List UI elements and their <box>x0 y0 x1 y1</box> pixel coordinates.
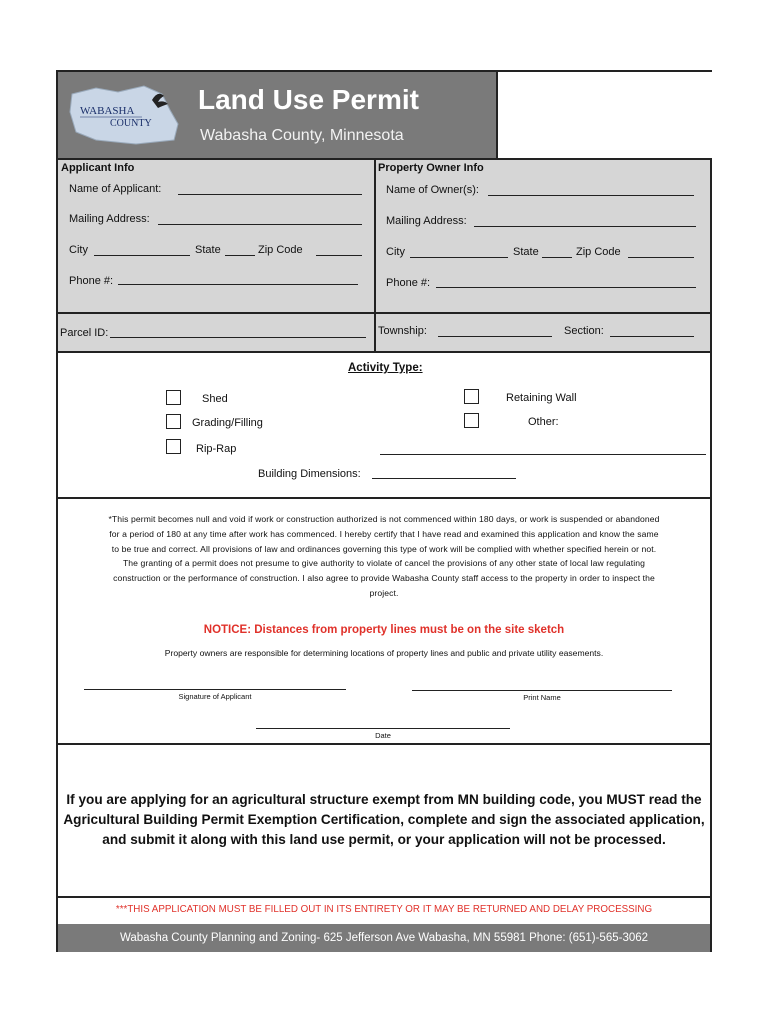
applicant-mailing-label: Mailing Address: <box>69 213 150 225</box>
township-label: Township: <box>378 325 427 337</box>
disclaimer-text <box>62 484 706 601</box>
applicant-name-label: Name of Applicant: <box>69 183 162 195</box>
owner-phone-field[interactable] <box>436 287 696 288</box>
building-dimensions-field[interactable] <box>372 478 516 479</box>
applicant-city-label: City <box>69 244 88 256</box>
other-label: Other: <box>528 416 559 428</box>
footer-contact: Wabasha County Planning and Zoning- 625 Jefferson Ave Wabasha, MN 55981 Phone: (651)-565-3062 <box>58 924 710 952</box>
parcel-id-label: Parcel ID: <box>60 327 109 339</box>
owner-zip-label: Zip Code <box>576 246 621 258</box>
header-banner <box>58 72 496 158</box>
date-field[interactable] <box>256 728 510 729</box>
owner-mailing-label: Mailing Address: <box>386 215 467 227</box>
divider <box>58 896 710 898</box>
applicant-city-field[interactable] <box>94 255 190 256</box>
site-sketch-notice: NOTICE: Distances from property lines must be on the site sketch <box>203 624 565 636</box>
agricultural-exemption-notice <box>58 790 710 850</box>
owner-name-field[interactable] <box>488 195 694 196</box>
applicant-zip-field[interactable] <box>316 255 362 256</box>
page-title: Land Use Permit <box>198 84 419 115</box>
applicant-name-field[interactable] <box>178 194 362 195</box>
date-caption: Date <box>375 731 391 740</box>
applicant-section-label: Applicant Info <box>61 162 135 174</box>
activity-type-title: Activity Type: <box>348 362 423 374</box>
owner-phone-label: Phone #: <box>386 277 431 289</box>
grading-label: Grading/Filling <box>192 417 263 429</box>
section-field[interactable] <box>610 336 694 337</box>
grading-checkbox[interactable] <box>166 414 181 429</box>
page-subtitle: Wabasha County, Minnesota <box>200 127 404 144</box>
disclaimer-line: *This permit becomes null and void if work or construction authorized is not commenced within 180 days, or work is suspended or abandoned <box>108 514 660 524</box>
owner-section-label: Property Owner Info <box>378 162 484 174</box>
applicant-state-label: State <box>195 244 221 256</box>
office-use-box <box>496 72 714 158</box>
owner-section <box>376 160 710 312</box>
township-field[interactable] <box>438 336 552 337</box>
divider <box>58 351 710 353</box>
disclaimer-line: The granting of a permit does not presume to give authority to violate of cancel the provisions of any other state of local law regulating <box>122 558 646 569</box>
applicant-phone-label: Phone #: <box>69 275 114 287</box>
riprap-checkbox[interactable] <box>166 439 181 454</box>
section-label: Section: <box>564 325 604 337</box>
retaining-wall-label: Retaining Wall <box>506 392 577 404</box>
agricultural-line: If you are applying for an agricultural structure exempt from MN building code, you MUST read the <box>66 792 702 807</box>
owner-mailing-field[interactable] <box>474 226 696 227</box>
owner-city-field[interactable] <box>410 257 508 258</box>
other-checkbox[interactable] <box>464 413 479 428</box>
applicant-signature-field[interactable] <box>84 689 346 690</box>
shed-checkbox[interactable] <box>166 390 181 405</box>
building-dimensions-label: Building Dimensions: <box>258 468 361 480</box>
print-name-field[interactable] <box>412 690 672 691</box>
agricultural-line: Agricultural Building Permit Exemption Certification, complete and sign the associated application, <box>63 812 705 827</box>
disclaimer-line: construction or the performance of construction. I also agree to provide Wabasha County staff access to the property in order to inspect the <box>113 573 655 584</box>
applicant-phone-field[interactable] <box>118 284 358 285</box>
print-name-caption: Print Name <box>523 693 561 702</box>
permit-form <box>56 70 712 952</box>
other-description-field[interactable] <box>380 454 706 455</box>
disclaimer-line: project. <box>369 587 399 598</box>
disclaimer-line: to be true and correct. All provisions of law and ordinances governing this type of work will be complied with whether specified herein or not. <box>111 543 657 554</box>
applicant-zip-label: Zip Code <box>258 244 303 256</box>
signature-caption: Signature of Applicant <box>178 692 252 701</box>
owner-state-label: State <box>513 246 539 258</box>
responsibility-text: Property owners are responsible for determining locations of property lines and public and private utility easements. <box>164 648 604 658</box>
parcel-id-field[interactable] <box>110 337 366 338</box>
riprap-label: Rip-Rap <box>196 443 237 455</box>
retaining-wall-checkbox[interactable] <box>464 389 479 404</box>
divider <box>58 743 710 745</box>
completion-warning: ***THIS APPLICATION MUST BE FILLED OUT IN ITS ENTIRETY OR IT MAY BE RETURNED AND DELAY PROCESSING <box>115 904 653 915</box>
disclaimer-line: for a period of 180 at any time after work has commenced. I hereby certify that I have read and examined this application and know the same <box>109 528 659 539</box>
owner-city-label: City <box>386 246 405 258</box>
owner-zip-field[interactable] <box>628 257 694 258</box>
logo-text-top: WABASHA <box>80 105 135 117</box>
owner-state-field[interactable] <box>542 257 572 258</box>
county-logo <box>66 80 186 150</box>
agricultural-line: and submit it along with this land use permit, or your application will not be processed. <box>102 832 666 847</box>
shed-label: Shed <box>202 393 228 405</box>
applicant-mailing-field[interactable] <box>158 224 362 225</box>
applicant-state-field[interactable] <box>225 255 255 256</box>
logo-text-bottom: COUNTY <box>110 118 152 129</box>
owner-name-label: Name of Owner(s): <box>386 184 479 196</box>
